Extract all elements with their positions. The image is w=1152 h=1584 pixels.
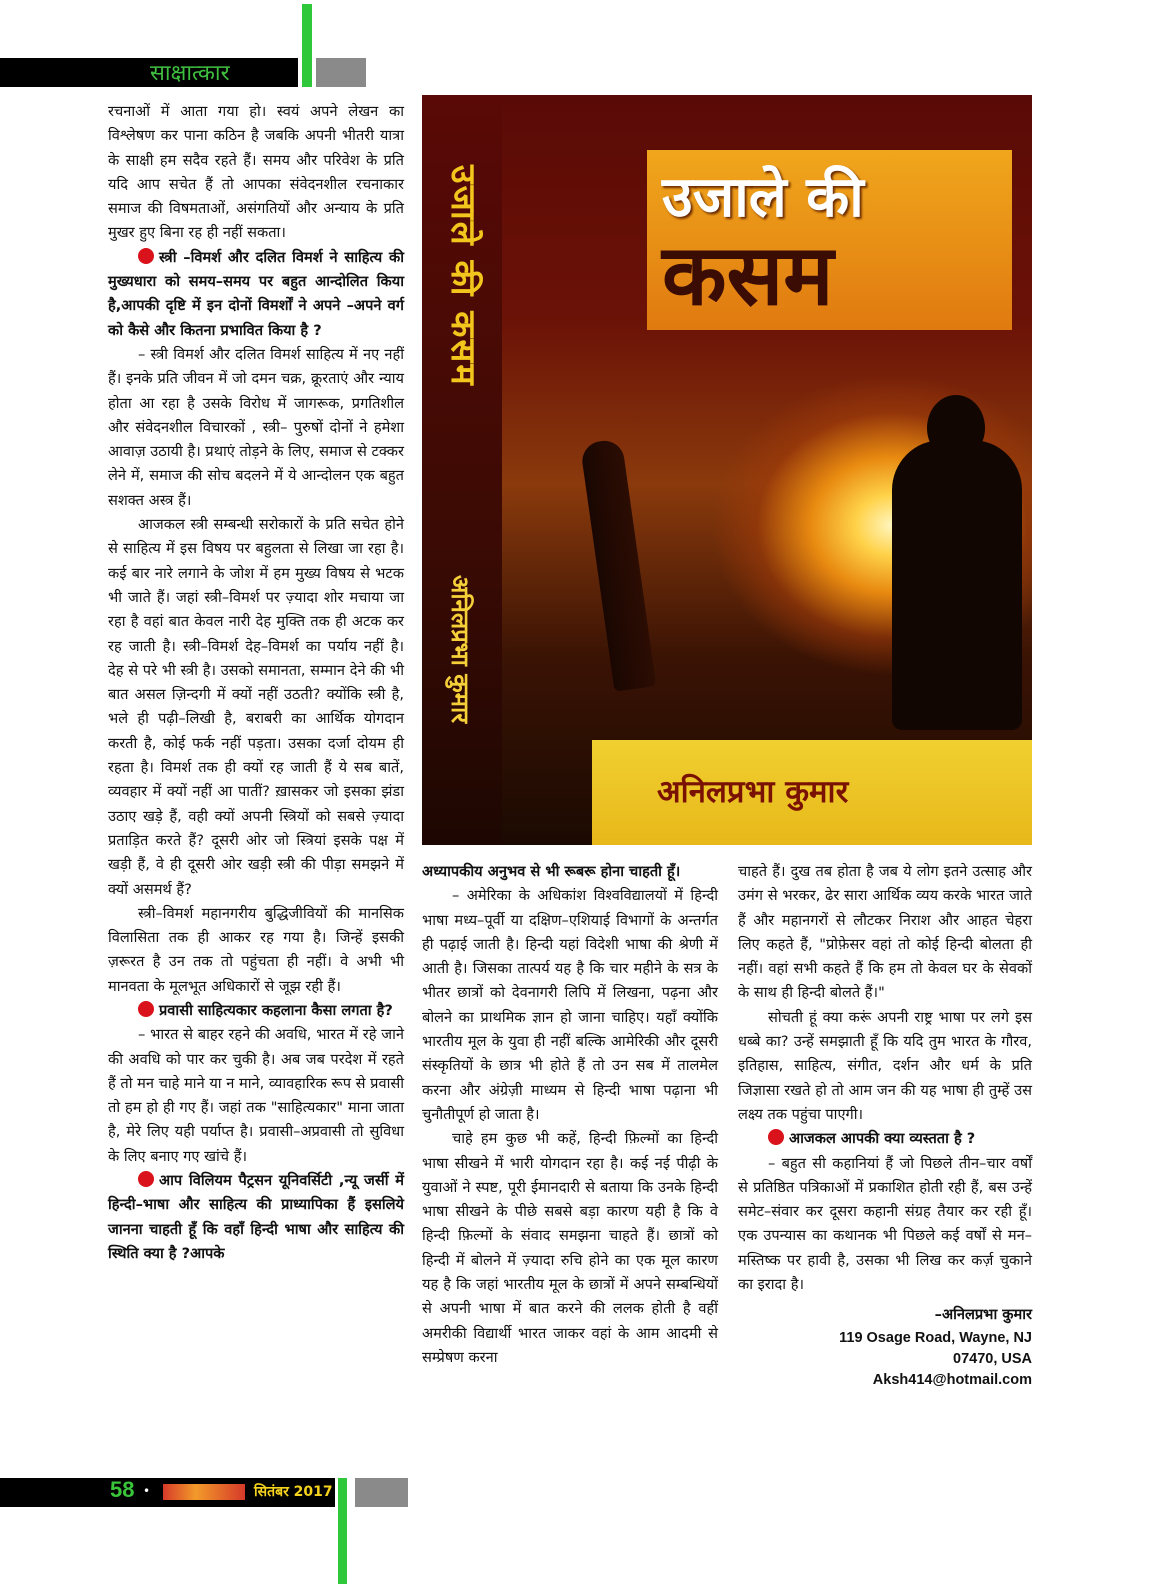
header-green-accent	[302, 4, 312, 87]
spine-author: अनिलप्रभा कुमार	[446, 575, 474, 724]
issue-date: सितंबर 2017	[254, 1484, 333, 1500]
author-email: Aksh414@hotmail.com	[872, 1371, 1032, 1388]
right-column	[738, 860, 1032, 1391]
spine-title: उजाले की कसम	[443, 165, 483, 387]
footer-bullet: •	[143, 1484, 151, 1498]
address-line-1: 119 Osage Road, Wayne, NJ	[839, 1329, 1032, 1346]
header-grey-block	[316, 58, 366, 87]
question-bullet-icon	[768, 1129, 784, 1145]
middle-column	[422, 860, 718, 1370]
magazine-logo	[163, 1484, 245, 1500]
paragraph: स्त्री–विमर्श महानगरीय बुद्धिजीवियों की मानसिक विलासिता तक ही आकर रह गया है। जिन्हें इसकी ज़रूरत है उन तक तो पहुंचता ही नहीं। वे अभी भी मानवता के मूलभूत अधिकारों से जूझ रही हैं।	[108, 904, 404, 995]
footer-green-accent	[338, 1478, 347, 1584]
paragraph: चाहते हैं। दुख तब होता है जब ये लोग इतने उत्साह और उमंग से भरकर, ढेर सारा आर्थिक व्यय करके भारत जाते हैं और महानगरों से लौटकर निराश और आहत चेहरा लिए कहते हैं, "प्रोफ़ेसर वहां तो कोई हिन्दी बोलता ही नहीं। वहां सभी कहते हैं कि हम तो केवल घर के सेवकों के साथ ही हिन्दी बोलते हैं।"	[738, 863, 1032, 1002]
paragraph: – भारत से बाहर रहने की अवधि, भारत में रहे जाने की अवधि को पार कर चुकी है। अब जब परदेश में रहते हैं तो मन चाहे माने या न माने, व्यावहारिक रूप से प्रवासी तो हम हो ही गए हैं। जहां तक "साहित्यकार" माना जाता है, मेरे लिए यही पर्याप्त है। प्रवासी–अप्रवासी तो सुविधा के लिए बनाए गए खांचे हैं।	[108, 1026, 404, 1165]
paragraph: आजकल स्त्री सम्बन्धी सरोकारों के प्रति सचेत होने से साहित्य में इस विषय पर बहुलता से लिखा जा रहा है। कई बार नारे लगाने के जोश में हम मुख्य विषय से भटक भी जाते हैं। जहां स्त्री–विमर्श पर ज़्यादा शोर मचाया जा रहा है वहां बात केवल नारी देह मुक्ति तक ही अटक कर रह जाती है। स्त्री–विमर्श देह–विमर्श का पर्याय नहीं है। देह से परे भी स्त्री है। उसको समानता, सम्मान देने की भी बात असल ज़िन्दगी में क्यों नहीं उठती? क्योंकि स्त्री है, भले ही पढ़ी–लिखी है, बराबरी का आर्थिक योगदान करती है, कोई फर्क नहीं पड़ता। उसका दर्जा दोयम ही रहता है। विमर्श तक ही क्यों रह जाती हैं ये सब बातें, व्यवहार में क्यों नहीं आ पातीं? ख़ासकर जो इसका झंडा उठाए खड़े हैं, वही क्यों अपनी स्त्रियों को सबसे ज़्यादा प्रताड़ित करते हैं? दूसरी ओर जो स्त्रियां इसके पक्ष में खड़ी हैं, वे ही दूसरी ओर खड़ी स्त्री की पीड़ा समझने में क्यों असमर्थ हैं?	[108, 516, 404, 898]
section-header-bar	[0, 58, 298, 87]
paragraph: – बहुत सी कहानियां हैं जो पिछले तीन–चार वर्षों से प्रतिष्ठित पत्रिकाओं में प्रकाशित होती रही हैं, बस उन्हें समेट–संवार कर दूसरा कहानी संग्रह तैयार कर रही हूँ। एक उपन्यास का कथानक भी पिछले कई वर्षों से मन–मस्तिष्क पर हावी है, उसका भी लिख कर कर्ज़ चुकाने का इरादा है।	[738, 1154, 1032, 1294]
section-title: साक्षात्कार	[150, 61, 230, 86]
question-text: आप विलियम पैट्रसन यूनिवर्सिटी ,न्यू जर्सी में हिन्दी–भाषा और साहित्य की प्राध्यापिका हैं इसलिये जानना चाहती हूँ कि वहाँ हिन्दी भाषा और साहित्य की स्थिति क्या है ?आपके	[108, 1172, 404, 1262]
cover-title-line2: कसम	[662, 226, 834, 324]
person-silhouette	[892, 440, 1022, 730]
question-text: आजकल आपकी क्या व्यस्तता है ?	[789, 1130, 976, 1148]
paragraph: – स्त्री विमर्श और दलित विमर्श साहित्य में नए नहीं हैं। इनके प्रति जीवन में जो दमन चक्र, क्रूरताएं और न्याय होता आ रहा है उसके विरोध में जागरूक, प्रगतिशील और संवेदनशील विचारकों , स्त्री– पुरुषों दोनों ने हमेशा आवाज़ उठायी है। प्रथाएं तोड़ने के लिए, समाज से टक्कर लेने में, समाज की सोच बदलने में ये आन्दोलन एक बहुत सशक्त अस्त्र हैं।	[108, 345, 404, 509]
paragraph: रचनाओं में आता गया हो। स्वयं अपने लेखन का विश्लेषण कर पाना कठिन है जबकि अपनी भीतरी यात्रा के साक्षी हम सदैव रहते हैं। समय और परिवेश के प्रति यदि आप सचेत हैं तो आपका संवेदनशील रचनाकार समाज की विषमताओं, असंगतियों और अन्याय के प्रति मुखर हुए बिना रह ही नहीं सकता।	[108, 103, 404, 242]
question	[108, 246, 404, 343]
paragraph: चाहे हम कुछ भी कहें, हिन्दी फ़िल्मों का हिन्दी भाषा सीखने में भारी योगदान रहा है। कई नई पीढ़ी के युवाओं ने स्पष्ट, पूरी ईमानदारी से बताया कि उनके हिन्दी भाषा सीखने के पीछे सबसे बड़ा कारण यही है कि वे हिन्दी फ़िल्मों के संवाद समझना चाहते हैं। छात्रों को हिन्दी में बोलने में ज़्यादा रुचि होने का एक मूल कारण यह है कि जहां भारतीय मूल के छात्रों में अपने सम्बन्धियों से अपनी भाषा में बात करने की ललक होती है वहीं अमरीकी विद्यार्थी भारत जाकर वहां के आम आदमी से सम्प्रेषण करना	[422, 1130, 718, 1366]
question	[738, 1127, 1032, 1151]
raised-hand-silhouette	[580, 438, 656, 691]
cover-author: अनिलप्रभा कुमार	[657, 774, 849, 810]
cover-title-line1: उजाले की	[662, 165, 864, 230]
question-bullet-icon	[138, 1001, 154, 1017]
question-continuation: अध्यापकीय अनुभव से भी रूबरू होना चाहती हूँ।	[422, 863, 681, 880]
question-text: प्रवासी साहित्यकार कहलाना कैसा लगता है?	[159, 1001, 393, 1019]
author-signature: –अनिलप्रभा कुमार	[934, 1306, 1032, 1324]
question	[108, 999, 404, 1023]
question	[108, 1169, 404, 1266]
page-number: 58	[110, 1477, 135, 1502]
left-column	[108, 100, 404, 1266]
paragraph: – अमेरिका के अधिकांश विश्वविद्यालयों में हिन्दी भाषा मध्य–पूर्वी या दक्षिण–एशियाई विभागों के अन्तर्गत ही पढ़ाई जाती है। हिन्दी यहां विदेशी भाषा की श्रेणी में आती है। जिसका तात्पर्य यह है कि चार महीने के सत्र के भीतर छात्रों को देवनागरी लिपि में लिखना, पढ़ना और बोलने का प्राथमिक ज्ञान हो जाना चाहिए। यहाँ क्योंकि भारतीय मूल के युवा ही नहीं बल्कि आमेरिकी और दूसरी संस्कृतियों के छात्र भी होते हैं तो उन सब में तालमेल करना और अंग्रेज़ी माध्यम से हिन्दी भाषा पढ़ाना भी चुनौतीपूर्ण हो जाता है।	[422, 887, 718, 1123]
question-text: स्त्री –विमर्श और दलित विमर्श ने साहित्य की मुख्यधारा को समय–समय पर बहुत आन्दोलित किया है,आपकी दृष्टि में इन दोनों विमर्शों ने अपने –अपने वर्ग को कैसे और कितना प्रभावित किया है ?	[108, 248, 404, 339]
address-line-2: 07470, USA	[953, 1350, 1032, 1367]
paragraph: सोचती हूं क्या करूं अपनी राष्ट्र भाषा पर लगे इस धब्बे का? उन्हें समझाती हूँ कि यदि तुम भारत के गौरव, इतिहास, साहित्य, संगीत, दर्शन और धर्म के प्रति जिज्ञासा रखते हो तो आम जन की यह भाषा ही तुम्हें उस लक्ष्य तक पहुंचा पाएगी।	[738, 1008, 1032, 1123]
book-cover-image	[422, 95, 1032, 845]
question-bullet-icon	[138, 248, 154, 264]
question-bullet-icon	[138, 1171, 154, 1187]
footer-grey-block	[355, 1478, 408, 1507]
